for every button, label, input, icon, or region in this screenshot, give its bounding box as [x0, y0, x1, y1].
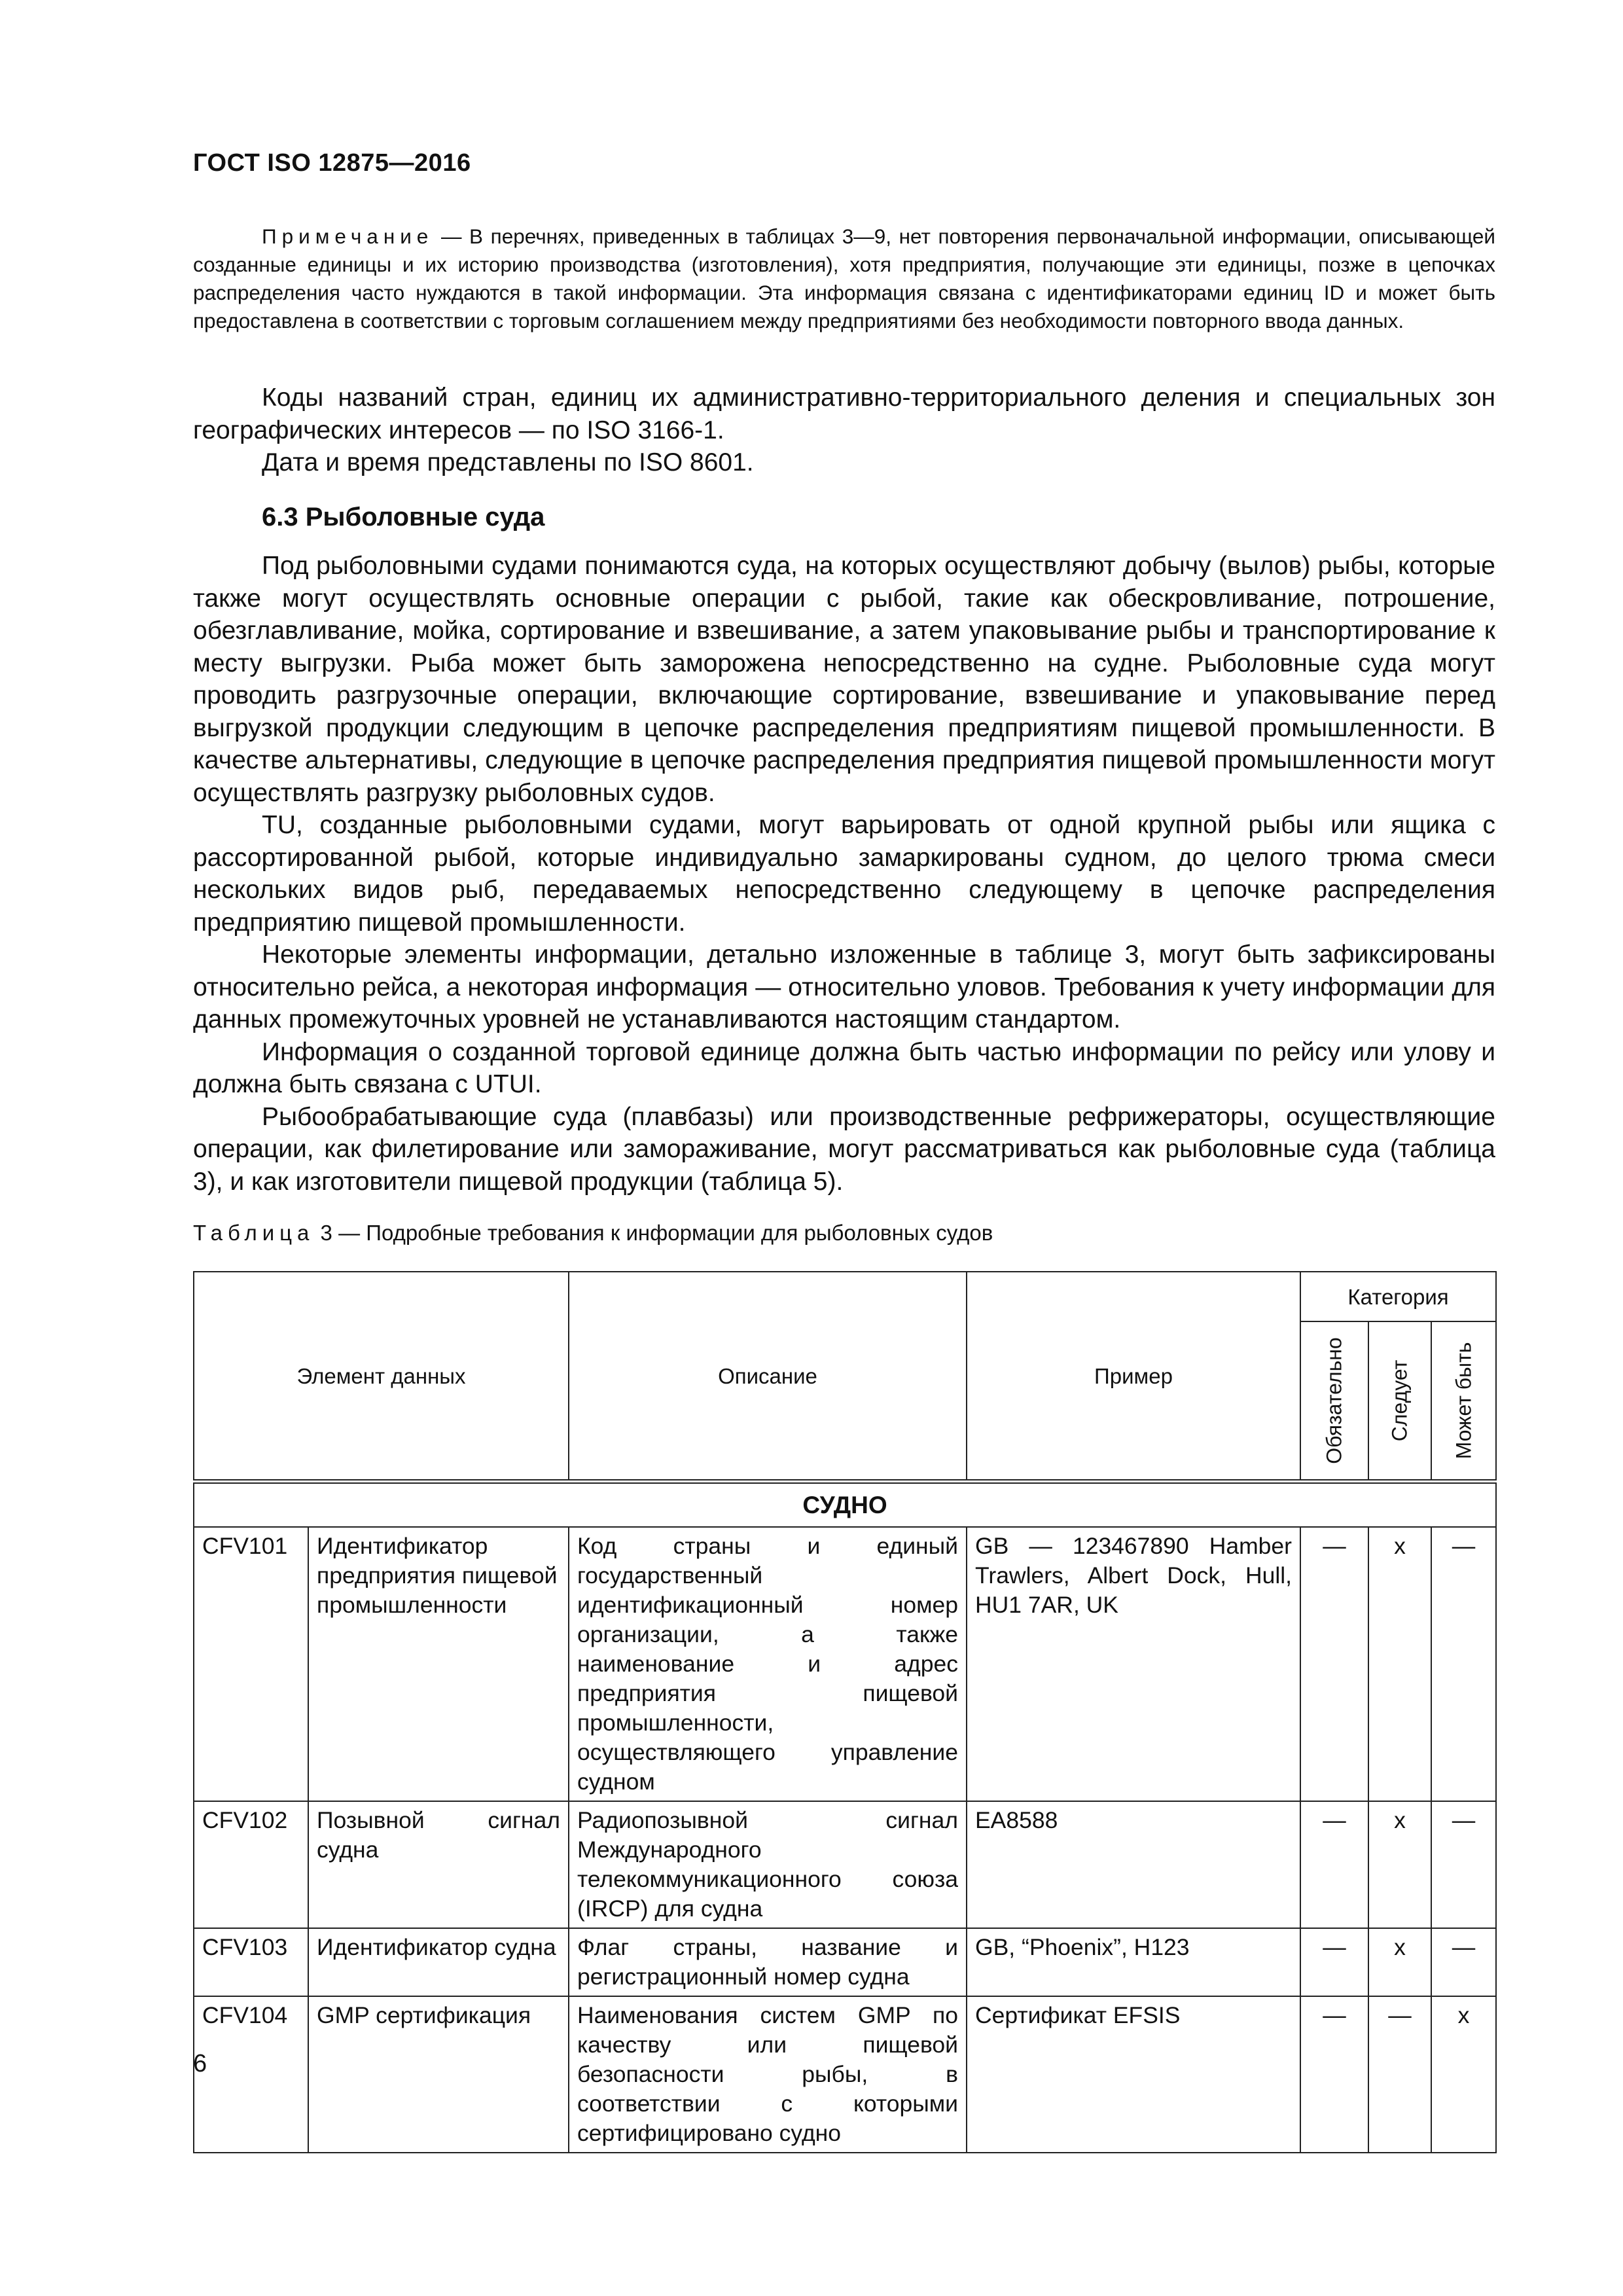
header-should-cell [1368, 1321, 1431, 1482]
row-code: CFV101 [194, 1527, 308, 1801]
table-row [194, 1527, 1496, 1801]
row-code: CFV102 [194, 1801, 308, 1928]
row-may: — [1431, 1527, 1496, 1801]
page-header: ГОСТ ISO 12875—2016 [193, 149, 471, 177]
table-row [194, 1996, 1496, 2153]
header-should: Следует [1387, 1359, 1412, 1442]
row-example: EA8588 [967, 1801, 1300, 1928]
row-should: x [1368, 1801, 1431, 1928]
header-element: Элемент данных [194, 1272, 569, 1482]
row-description: Код страны и единый государственный идентификационный номер организации, а также наименование и адрес предприятия пищевой промышленности, осуществляющего управление судном [569, 1527, 967, 1801]
section-title: 6.3 Рыболовные суда [262, 503, 545, 531]
header-category: Категория [1300, 1272, 1496, 1321]
row-name: GMP сертификация [308, 1996, 569, 2153]
body-paragraph: Информация о созданной торговой единице должна быть частью информации по рейсу или улову и должна быть связана с UTUI. [193, 1037, 1495, 1098]
row-description: Флаг страны, название и регистрационный номер судна [569, 1928, 967, 1996]
row-example: GB — 123467890 Hamber Trawlers, Albert Dock, Hull, HU1 7AR, UK [967, 1527, 1300, 1801]
header-may: Может быть [1452, 1342, 1475, 1460]
table-header-row [194, 1272, 1496, 1321]
row-may: x [1431, 1996, 1496, 2153]
row-should: — [1368, 1996, 1431, 2153]
intro-paragraph: Дата и время представлены по ISO 8601. [262, 448, 754, 476]
section-body [193, 550, 1495, 1198]
row-may: — [1431, 1801, 1496, 1928]
table-caption-text: 3 — Подробные требования к информации для рыболовных судов [314, 1221, 993, 1245]
header-mandatory: Обязательно [1322, 1337, 1346, 1464]
table-row [194, 1801, 1496, 1928]
row-description: Наименования систем GMP по качеству или пищевой безопасности рыбы, в соответствии с которыми сертифицировано судно [569, 1996, 967, 2153]
row-mandatory: — [1300, 1801, 1368, 1928]
table-caption [193, 1221, 993, 1246]
body-paragraph: Некоторые элементы информации, детально изложенные в таблице 3, могут быть зафиксированы относительно рейса, а некоторая информация — относительно уловов. Требования к учету информации для данных промежуточных уровней не устанавливаются настоящим стандартом. [193, 941, 1495, 1033]
requirements-table [193, 1271, 1497, 2153]
row-mandatory: — [1300, 1928, 1368, 1996]
row-example: GB, “Phoenix”, H123 [967, 1928, 1300, 1996]
section-label: СУДНО [194, 1482, 1496, 1528]
header-description: Описание [569, 1272, 967, 1482]
body-paragraph: Под рыболовными судами понимаются суда, на которых осуществляют добычу (вылов) рыбы, которые также могут осуществлять основные операции с рыбой, такие как обескровливание, потрошение, обезглавливание, мойка, сортирование и взвешивание, а затем упаковывание рыбы и транспортирование к месту выгрузки. Рыба может быть заморожена непосредственно на судне. Рыболовные суда могут проводить разгрузочные операции, включающие сортирование, взвешивание и упаковывание перед выгрузкой продукции следующим в цепочке распределения предприятиям пищевой промышленности. В качестве альтернативы, следующие в цепочке распределения предприятия пищевой промышленности могут осуществлять разгрузку рыболовных судов. [193, 552, 1495, 807]
table-row [194, 1928, 1496, 1996]
row-name: Идентификатор судна [308, 1928, 569, 1996]
note-label: Примечание [262, 224, 434, 248]
body-paragraph: Рыбообрабатывающие суда (плавбазы) или производственные рефрижераторы, осуществляющие операции, как филетирование или замораживание, могут рассматриваться как рыболовные суда (таблица 3), и как изготовители пищевой продукции (таблица 5). [193, 1102, 1495, 1196]
page-number: 6 [193, 2050, 207, 2077]
header-mandatory-cell [1300, 1321, 1368, 1482]
note-text: — В перечнях, приведенных в таблицах 3—9, нет повторения первоначальной информации, описывающей созданные единицы и их историю производства (изготовления), хотя предприятия, получающие эти единицы, позже в цепочках распределения часто нуждаются в такой информации. Эта информация связана с идентификаторами единиц ID и может быть предоставлена в соответствии с торговым соглашением между предприятиями без необходимости повторного ввода данных. [193, 224, 1495, 332]
row-description: Радиопозывной сигнал Международного телекоммуникационного союза (IRCP) для судна [569, 1801, 967, 1928]
table-caption-label: Таблица [193, 1221, 315, 1245]
row-mandatory: — [1300, 1996, 1368, 2153]
intro-paragraph: Коды названий стран, единиц их административно-территориального деления и специальных зон географических интересов — по ISO 3166-1. [193, 384, 1495, 444]
header-may-cell [1431, 1321, 1496, 1482]
row-example: Сертификат EFSIS [967, 1996, 1300, 2153]
header-example: Пример [967, 1272, 1300, 1482]
row-code: CFV104 [194, 1996, 308, 2153]
note-paragraph [193, 223, 1495, 335]
row-should: x [1368, 1928, 1431, 1996]
row-mandatory: — [1300, 1527, 1368, 1801]
row-should: x [1368, 1527, 1431, 1801]
body-paragraph: TU, созданные рыболовными судами, могут варьировать от одной крупной рыбы или ящика с рассортированной рыбой, которые индивидуально замаркированы судном, до целого трюма смеси нескольких видов рыб, передаваемых непосредственно следующему в цепочке распределения предприятию пищевой промышленности. [193, 811, 1495, 937]
intro-block [193, 382, 1495, 479]
row-name: Позывной сигнал судна [308, 1801, 569, 1928]
table-section-row [194, 1482, 1496, 1528]
row-may: — [1431, 1928, 1496, 1996]
row-code: CFV103 [194, 1928, 308, 1996]
row-name: Идентификатор предприятия пищевой промышленности [308, 1527, 569, 1801]
